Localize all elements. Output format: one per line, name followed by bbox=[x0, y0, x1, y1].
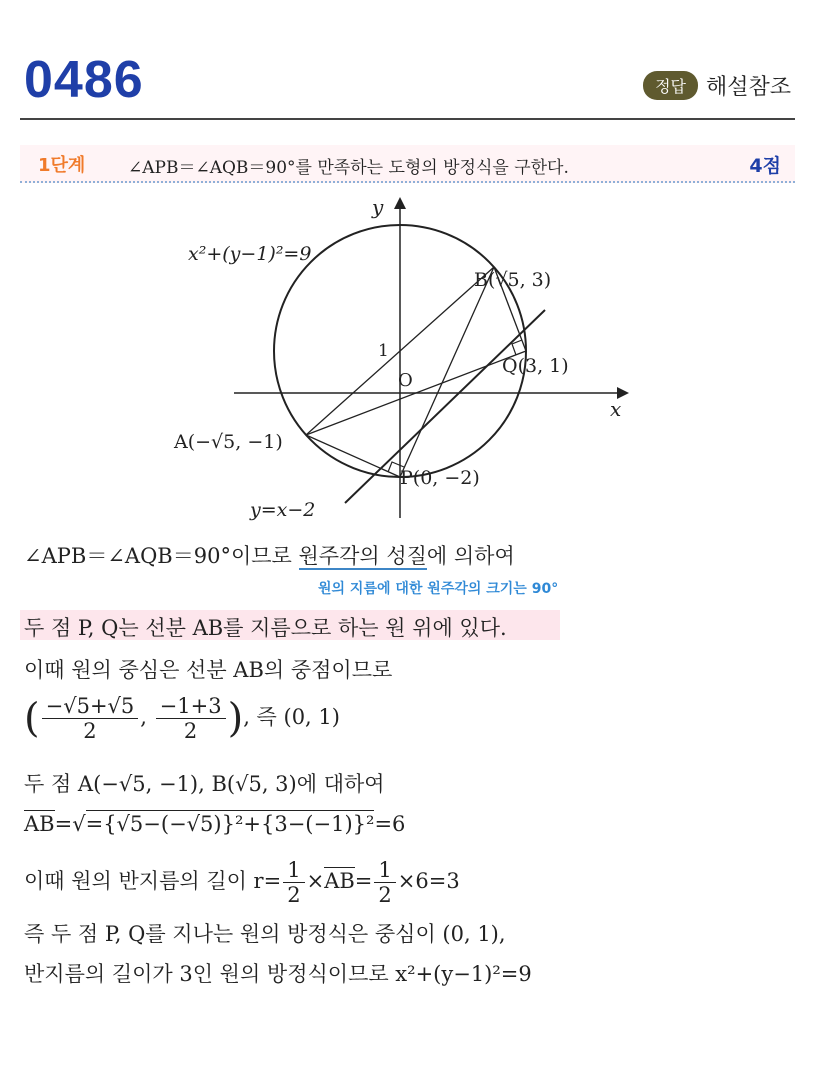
circle-figure bbox=[150, 188, 650, 528]
step-bar bbox=[20, 145, 795, 183]
body-line-9: 반지름의 길이가 3인 원의 방정식이므로 x²+(y−1)²=9 bbox=[24, 962, 532, 986]
body-line-6: AB=√={√5−(−√5)}²+{3−(−1)}²=6 bbox=[24, 812, 406, 836]
line-equation: y=x−2 bbox=[250, 499, 316, 521]
radius-result: ×6=3 bbox=[397, 869, 460, 893]
body-line-1-post: 에 의하여 bbox=[426, 544, 515, 568]
segment-AP bbox=[306, 435, 400, 477]
step-points: 4점 bbox=[749, 155, 781, 177]
radius-prefix: 이때 원의 반지름의 길이 r= bbox=[24, 869, 282, 893]
step-description: ∠APB＝∠AQB＝90°를 만족하는 도형의 방정식을 구한다. bbox=[128, 158, 569, 178]
origin-label: O bbox=[398, 370, 413, 391]
x-axis-label: x bbox=[610, 397, 622, 421]
point-Q-label: Q(3, 1) bbox=[502, 355, 569, 377]
inscribed-angle-property: 원주각의 성질 bbox=[298, 544, 427, 568]
segment-AB-bar-2: AB bbox=[324, 869, 355, 893]
midpoint-y-fraction: $\frac{-1+3}{2}$ bbox=[156, 694, 226, 743]
problem-number: 0486 bbox=[24, 51, 144, 109]
point-B-label: B(√5, 3) bbox=[474, 269, 552, 291]
header-divider bbox=[20, 118, 795, 120]
times-sign: × bbox=[306, 869, 325, 893]
body-line-5: 두 점 A(−√5, −1), B(√5, 3)에 대하여 bbox=[24, 772, 385, 796]
answer-text: 해설참조 bbox=[705, 75, 791, 100]
answer-badge: 정답 bbox=[643, 71, 698, 100]
distance-radicand: ={√5−(−√5)}²+{3−(−1)}² bbox=[85, 812, 375, 836]
half-fraction-2: $\frac{1}{2}$ bbox=[374, 858, 395, 907]
answer-area bbox=[643, 70, 791, 101]
circle-equation: x²+(y−1)²=9 bbox=[188, 243, 312, 265]
distance-result: =6 bbox=[374, 812, 406, 836]
point-P-label: P(0, −2) bbox=[400, 467, 480, 489]
step-label: 1단계 bbox=[38, 155, 86, 176]
y-one-label: 1 bbox=[378, 341, 389, 361]
body-line-4: ( $\frac{-√5+√5}{2}$ , $\frac{-1+3}{2}$ ), 즉 (0, 1) bbox=[24, 694, 340, 743]
body-line-2: 두 점 P, Q는 선분 AB를 지름으로 하는 원 위에 있다. bbox=[24, 616, 507, 640]
body-line-7 bbox=[24, 858, 460, 907]
half-fraction-1: $\frac{1}{2}$ bbox=[283, 858, 304, 907]
midpoint-x-fraction: $\frac{-√5+√5}{2}$ bbox=[42, 694, 139, 743]
equals-sign: = bbox=[354, 869, 373, 893]
inscribed-angle-note: 원의 지름에 대한 원주각의 크기는 90° bbox=[318, 581, 559, 597]
body-line-4-post: , 즉 (0, 1) bbox=[243, 705, 340, 729]
body-line-8: 즉 두 점 P, Q를 지나는 원의 방정식은 중심이 (0, 1), bbox=[24, 922, 506, 946]
y-axis-label: y bbox=[372, 195, 384, 219]
segment-AB-bar: AB bbox=[24, 812, 55, 836]
body-line-1-pre: ∠APB＝∠AQB＝90°이므로 bbox=[24, 544, 299, 568]
body-line-3: 이때 원의 중심은 선분 AB의 중점이므로 bbox=[24, 658, 393, 682]
body-line-1 bbox=[24, 540, 515, 570]
point-A-label: A(−√5, −1) bbox=[174, 431, 283, 453]
